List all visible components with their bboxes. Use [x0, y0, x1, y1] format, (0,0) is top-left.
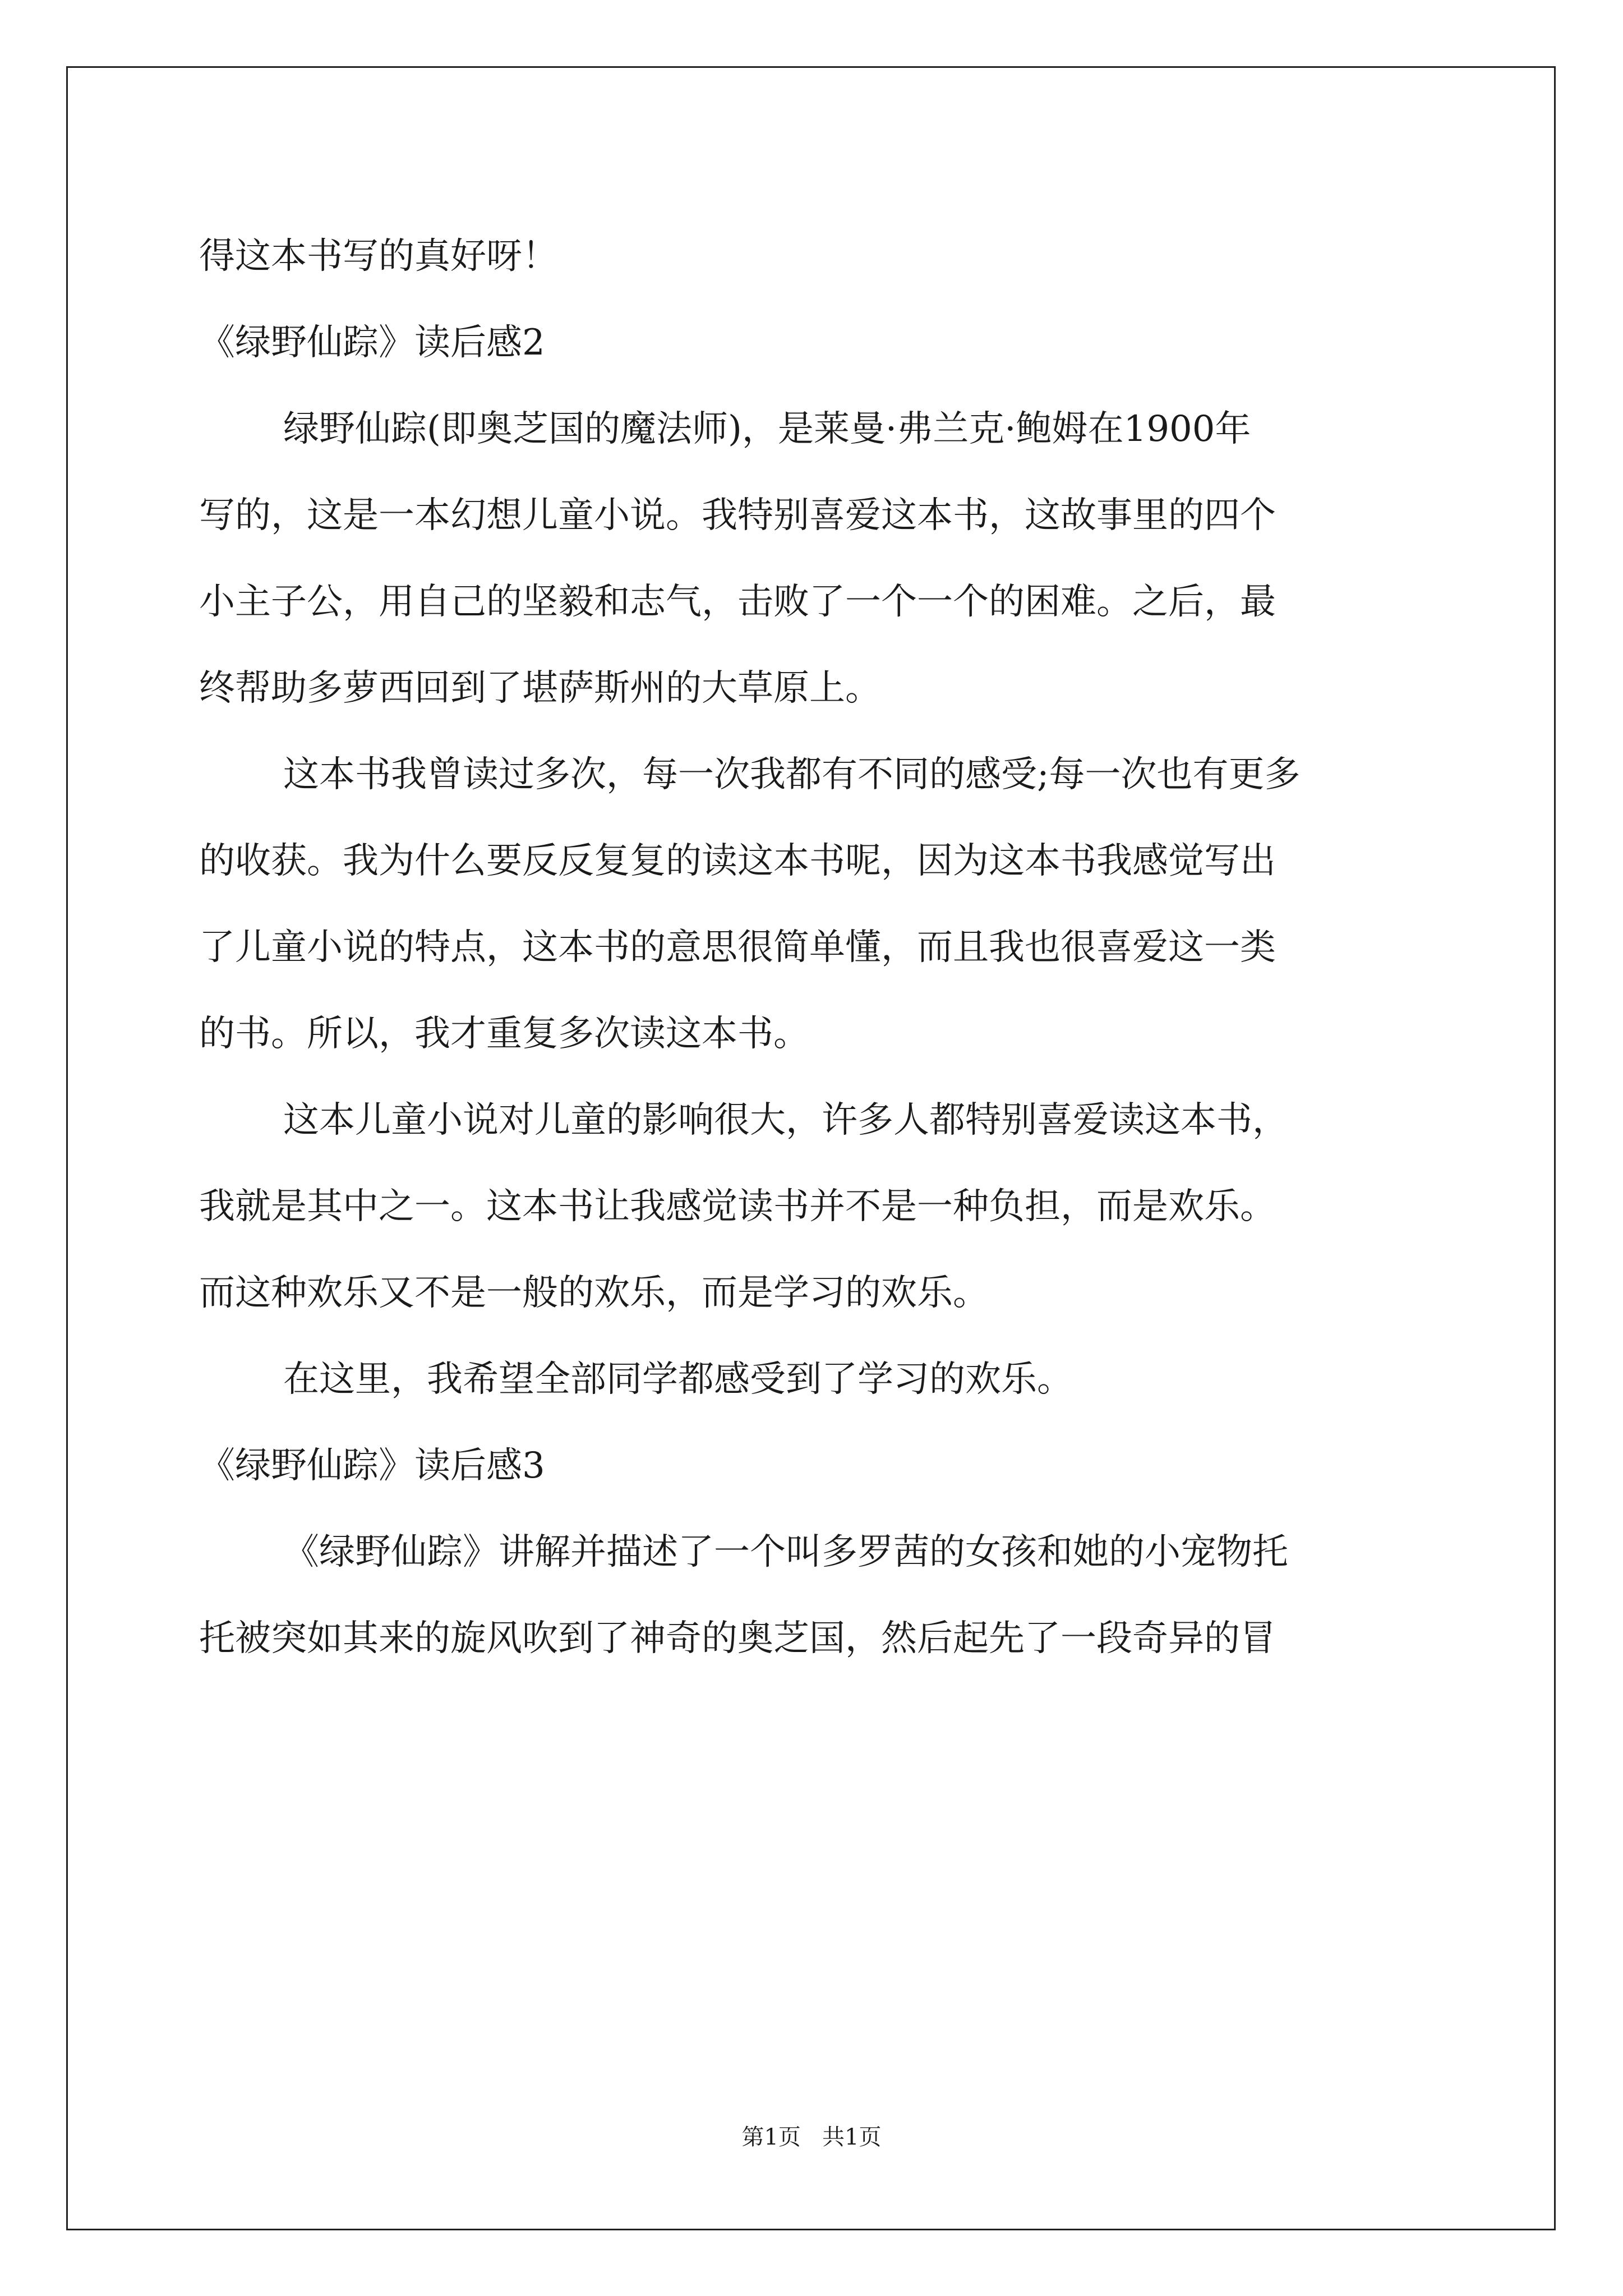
text-line: 的书。所以，我才重复多次读这本书。	[199, 1013, 809, 1055]
page-footer: 第1页 共1页	[741, 2124, 882, 2150]
paragraph-start: 这本书我曾读过多次，每一次我都有不同的感受;每一次也有更多	[283, 754, 1301, 795]
section-heading: 《绿野仙踪》读后感3	[199, 1445, 545, 1487]
text-line: 我就是其中之一。这本书让我感觉读书并不是一种负担，而是欢乐。	[199, 1186, 1276, 1227]
paragraph-start: 这本儿童小说对儿童的影响很大，许多人都特别喜爱读这本书，	[283, 1099, 1288, 1141]
paragraph-start: 《绿野仙踪》讲解并描述了一个叫多罗茜的女孩和她的小宠物托	[283, 1531, 1288, 1573]
paragraph-start: 绿野仙踪(即奥芝国的魔法师)，是莱曼·弗兰克·鲍姆在1900年	[283, 408, 1251, 450]
text-line: 而这种欢乐又不是一般的欢乐，而是学习的欢乐。	[199, 1272, 989, 1314]
paragraph-start: 在这里，我希望全部同学都感受到了学习的欢乐。	[283, 1359, 1073, 1400]
text-line: 小主子公，用自己的坚毅和志气，击败了一个一个的困难。之后，最	[199, 581, 1276, 623]
section-heading: 《绿野仙踪》读后感2	[199, 322, 545, 364]
text-line: 的收获。我为什么要反反复复的读这本书呢，因为这本书我感觉写出	[199, 840, 1276, 882]
text-line: 得这本书写的真好呀！	[199, 236, 558, 277]
text-line: 写的，这是一本幻想儿童小说。我特别喜爱这本书，这故事里的四个	[199, 495, 1276, 536]
text-line: 了儿童小说的特点，这本书的意思很简单懂，而且我也很喜爱这一类	[199, 927, 1276, 968]
text-line: 托被突如其来的旋风吹到了神奇的奥芝国，然后起先了一段奇异的冒	[199, 1618, 1276, 1659]
text-line: 终帮助多萝西回到了堪萨斯州的大草原上。	[199, 668, 881, 709]
document-body	[199, 213, 1433, 1682]
